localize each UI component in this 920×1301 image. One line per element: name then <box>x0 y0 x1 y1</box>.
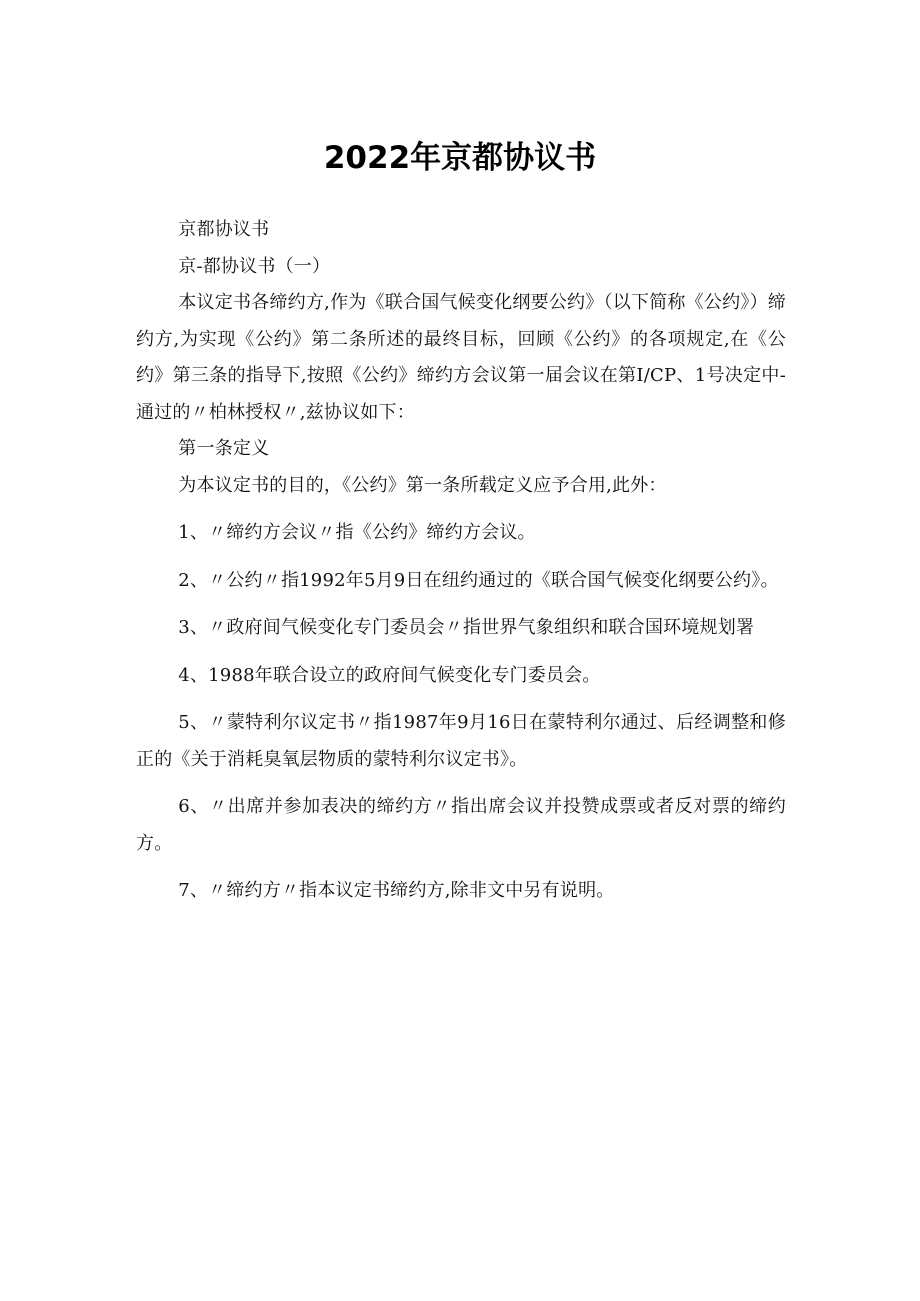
document-title: 2022年京都协议书 <box>323 140 597 176</box>
article-title: 第一条定义 <box>178 438 270 459</box>
definition-item-1: 1、〃缔约方会议〃指《公约》缔约方会议。 <box>178 522 536 543</box>
paragraph-preamble: 本议定书各缔约方,作为《联合国气候变化纲要公约》（以下简称《公约》）缔约方,为实现《公约》第二条所述的最终目标，回顾《公约》的各项规定,在《公约》第三条的指导下,按照《公约》缔约方会议第一届会议在第I/CP、1号决定中-通过的〃柏林授权〃,兹协议如下： <box>136 292 786 423</box>
definition-item-3: 3、〃政府间气候变化专门委员会〃指世界气象组织和联合国环境规划署 <box>178 617 755 638</box>
definition-item-6: 6、〃出席并参加表决的缔约方〃指出席会议并投赞成票或者反对票的缔约方。 <box>136 796 786 854</box>
paragraph-subheading: 京-都协议书（一） <box>178 255 331 277</box>
paragraph-definitions-intro: 为本议定书的目的，《公约》第一条所载定义应予合用,此外： <box>178 474 667 496</box>
paragraph-heading: 京都协议书 <box>178 219 270 240</box>
definition-item-4: 4、1988年联合设立的政府间气候变化专门委员会。 <box>178 664 601 686</box>
definition-item-2: 2、〃公约〃指1992年5月9日在纽约通过的《联合国气候变化纲要公约》。 <box>178 569 779 591</box>
definition-item-5: 5、〃蒙特利尔议定书〃指1987年9月16日在蒙特利尔通过、后经调整和修正的《关于消耗臭氧层物质的蒙特利尔议定书》。 <box>136 712 786 770</box>
document-body <box>136 212 786 910</box>
definition-item-7: 7、〃缔约方〃指本议定书缔约方,除非文中另有说明。 <box>178 880 615 901</box>
